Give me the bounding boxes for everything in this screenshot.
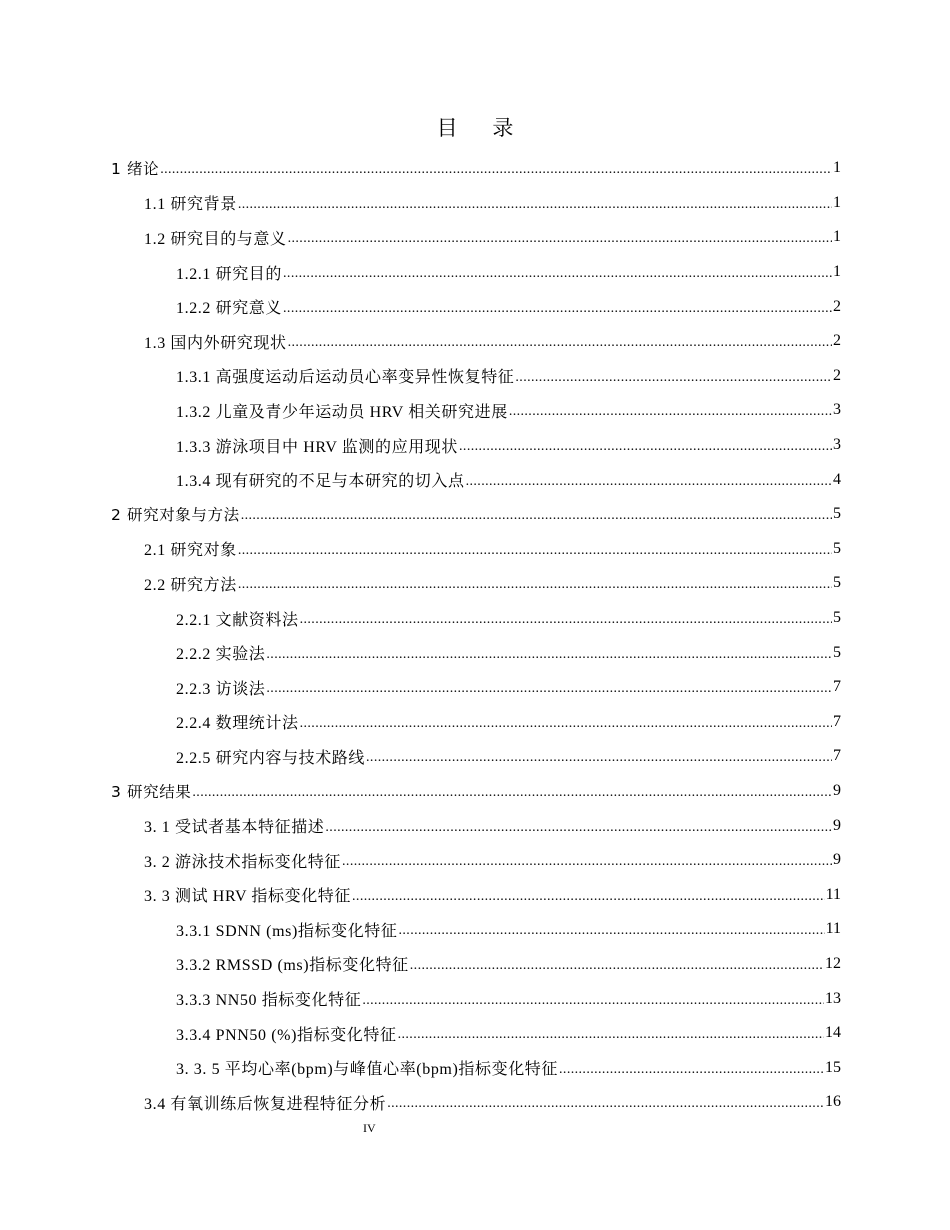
dot-leader	[410, 958, 824, 974]
toc-entry-title: 1.2 研究目的与意义	[144, 230, 287, 248]
dot-leader	[300, 612, 832, 628]
toc-entry[interactable]	[111, 601, 841, 636]
dot-leader	[559, 1062, 824, 1078]
toc-entry-title: 1.3.2 儿童及青少年运动员 HRV 相关研究进展	[176, 403, 508, 421]
toc-entry-title: 1.3.4 现有研究的不足与本研究的切入点	[176, 473, 465, 491]
toc-entry[interactable]	[111, 220, 841, 255]
toc-entry-page-number: 1	[833, 263, 841, 281]
toc-entry-title: 2.2.5 研究内容与技术路线	[176, 749, 366, 767]
dot-leader	[466, 474, 832, 490]
toc-entry-title: 1.3.1 高强度运动后运动员心率变异性恢复特征	[176, 369, 515, 387]
toc-entry[interactable]	[111, 739, 841, 774]
toc-entry-page-number: 7	[833, 678, 841, 696]
toc-entry-title: 2.2.3 访谈法	[176, 680, 266, 698]
table-of-contents	[111, 151, 841, 1120]
toc-entry[interactable]	[111, 1050, 841, 1085]
toc-entry-title: 3.3.2 RMSSD (ms)指标变化特征	[176, 957, 409, 975]
toc-entry-title: 1.2.2 研究意义	[176, 300, 283, 318]
page-number: IV	[363, 1121, 376, 1135]
toc-entry-page-number: 16	[825, 1093, 841, 1111]
dot-leader	[160, 162, 832, 178]
toc-entry[interactable]	[111, 808, 841, 843]
toc-entry[interactable]	[111, 359, 841, 394]
toc-entry[interactable]	[111, 393, 841, 428]
toc-entry-page-number: 1	[833, 228, 841, 246]
dot-leader	[283, 301, 832, 317]
toc-entry-title: 2.1 研究对象	[144, 542, 237, 560]
dot-leader	[387, 1096, 824, 1112]
toc-entry-page-number: 5	[833, 505, 841, 523]
toc-entry-title: 2 研究对象与方法	[111, 506, 240, 525]
toc-entry-title: 2.2.2 实验法	[176, 646, 266, 664]
toc-entry-page-number: 1	[833, 193, 841, 211]
toc-entry-page-number: 3	[833, 436, 841, 454]
toc-entry-page-number: 12	[825, 954, 841, 972]
toc-entry-title: 3.4 有氧训练后恢复进程特征分析	[144, 1095, 387, 1113]
toc-entry-title: 3. 2 游泳技术指标变化特征	[144, 853, 342, 871]
dot-leader	[362, 993, 824, 1009]
toc-entry-title: 1.2.1 研究目的	[176, 265, 283, 283]
toc-entry[interactable]	[111, 566, 841, 601]
toc-entry-page-number: 9	[833, 851, 841, 869]
toc-entry-title: 1.1 研究背景	[144, 196, 237, 214]
dot-leader	[238, 577, 832, 593]
dot-leader	[241, 508, 832, 524]
toc-entry-page-number: 5	[833, 539, 841, 557]
toc-entry-page-number: 5	[833, 574, 841, 592]
toc-entry-title: 2.2 研究方法	[144, 576, 237, 594]
toc-entry-page-number: 11	[825, 885, 841, 903]
dot-leader	[342, 854, 832, 870]
toc-entry[interactable]	[111, 324, 841, 359]
toc-entry-title: 3. 3. 5 平均心率(bpm)与峰值心率(bpm)指标变化特征	[176, 1061, 559, 1079]
dot-leader	[398, 1027, 824, 1043]
toc-entry-title: 2.2.1 文献资料法	[176, 611, 299, 629]
toc-entry-title: 3.3.4 PNN50 (%)指标变化特征	[176, 1026, 397, 1044]
toc-entry[interactable]	[111, 532, 841, 567]
toc-entry-title: 3.3.3 NN50 指标变化特征	[176, 992, 362, 1010]
toc-entry[interactable]	[111, 1085, 841, 1120]
dot-leader	[192, 785, 832, 801]
dot-leader	[238, 197, 832, 213]
toc-entry[interactable]	[111, 843, 841, 878]
toc-entry-title: 2.2.4 数理统计法	[176, 715, 299, 733]
toc-entry-page-number: 11	[825, 920, 841, 938]
toc-entry[interactable]	[111, 877, 841, 912]
toc-entry-title: 1 绪论	[111, 160, 160, 179]
toc-entry-page-number: 2	[833, 332, 841, 350]
toc-entry-title: 3. 3 测试 HRV 指标变化特征	[144, 888, 352, 906]
toc-entry[interactable]	[111, 635, 841, 670]
dot-leader	[266, 647, 832, 663]
dot-leader	[459, 439, 832, 455]
toc-entry[interactable]	[111, 255, 841, 290]
dot-leader	[399, 923, 825, 939]
toc-entry-title: 1.3.3 游泳项目中 HRV 监测的应用现状	[176, 438, 459, 456]
toc-entry-page-number: 9	[833, 781, 841, 799]
toc-entry[interactable]	[111, 705, 841, 740]
toc-entry[interactable]	[111, 462, 841, 497]
toc-entry[interactable]	[111, 497, 841, 532]
toc-title: 目 录	[436, 116, 528, 140]
toc-entry-page-number: 7	[833, 747, 841, 765]
toc-entry-title: 3. 1 受试者基本特征描述	[144, 819, 325, 837]
toc-entry[interactable]	[111, 151, 841, 186]
dot-leader	[366, 750, 832, 766]
dot-leader	[300, 716, 832, 732]
toc-entry[interactable]	[111, 428, 841, 463]
toc-entry-page-number: 2	[833, 366, 841, 384]
toc-entry[interactable]	[111, 289, 841, 324]
dot-leader	[352, 889, 825, 905]
toc-entry-page-number: 14	[825, 1024, 841, 1042]
dot-leader	[266, 681, 832, 697]
toc-entry-page-number: 13	[825, 989, 841, 1007]
dot-leader	[238, 543, 832, 559]
toc-entry-page-number: 3	[833, 401, 841, 419]
dot-leader	[283, 266, 832, 282]
toc-entry-page-number: 2	[833, 297, 841, 315]
dot-leader	[325, 820, 832, 836]
toc-entry-title: 3.3.1 SDNN (ms)指标变化特征	[176, 922, 398, 940]
toc-entry-title: 1.3 国内外研究现状	[144, 334, 287, 352]
dot-leader	[288, 231, 832, 247]
toc-entry-page-number: 5	[833, 609, 841, 627]
toc-entry[interactable]	[111, 912, 841, 947]
toc-entry-page-number: 15	[825, 1058, 841, 1076]
toc-entry[interactable]	[111, 186, 841, 221]
dot-leader	[515, 370, 832, 386]
dot-leader	[288, 335, 832, 351]
toc-entry[interactable]	[111, 774, 841, 809]
toc-entry-page-number: 4	[833, 470, 841, 488]
toc-entry-page-number: 9	[833, 816, 841, 834]
toc-entry-page-number: 5	[833, 643, 841, 661]
toc-entry[interactable]	[111, 947, 841, 982]
toc-entry[interactable]	[111, 981, 841, 1016]
toc-entry-page-number: 1	[833, 159, 841, 177]
toc-entry[interactable]	[111, 670, 841, 705]
dot-leader	[509, 404, 832, 420]
toc-entry[interactable]	[111, 1016, 841, 1051]
toc-entry-title: 3 研究结果	[111, 782, 192, 801]
toc-entry-page-number: 7	[833, 712, 841, 730]
